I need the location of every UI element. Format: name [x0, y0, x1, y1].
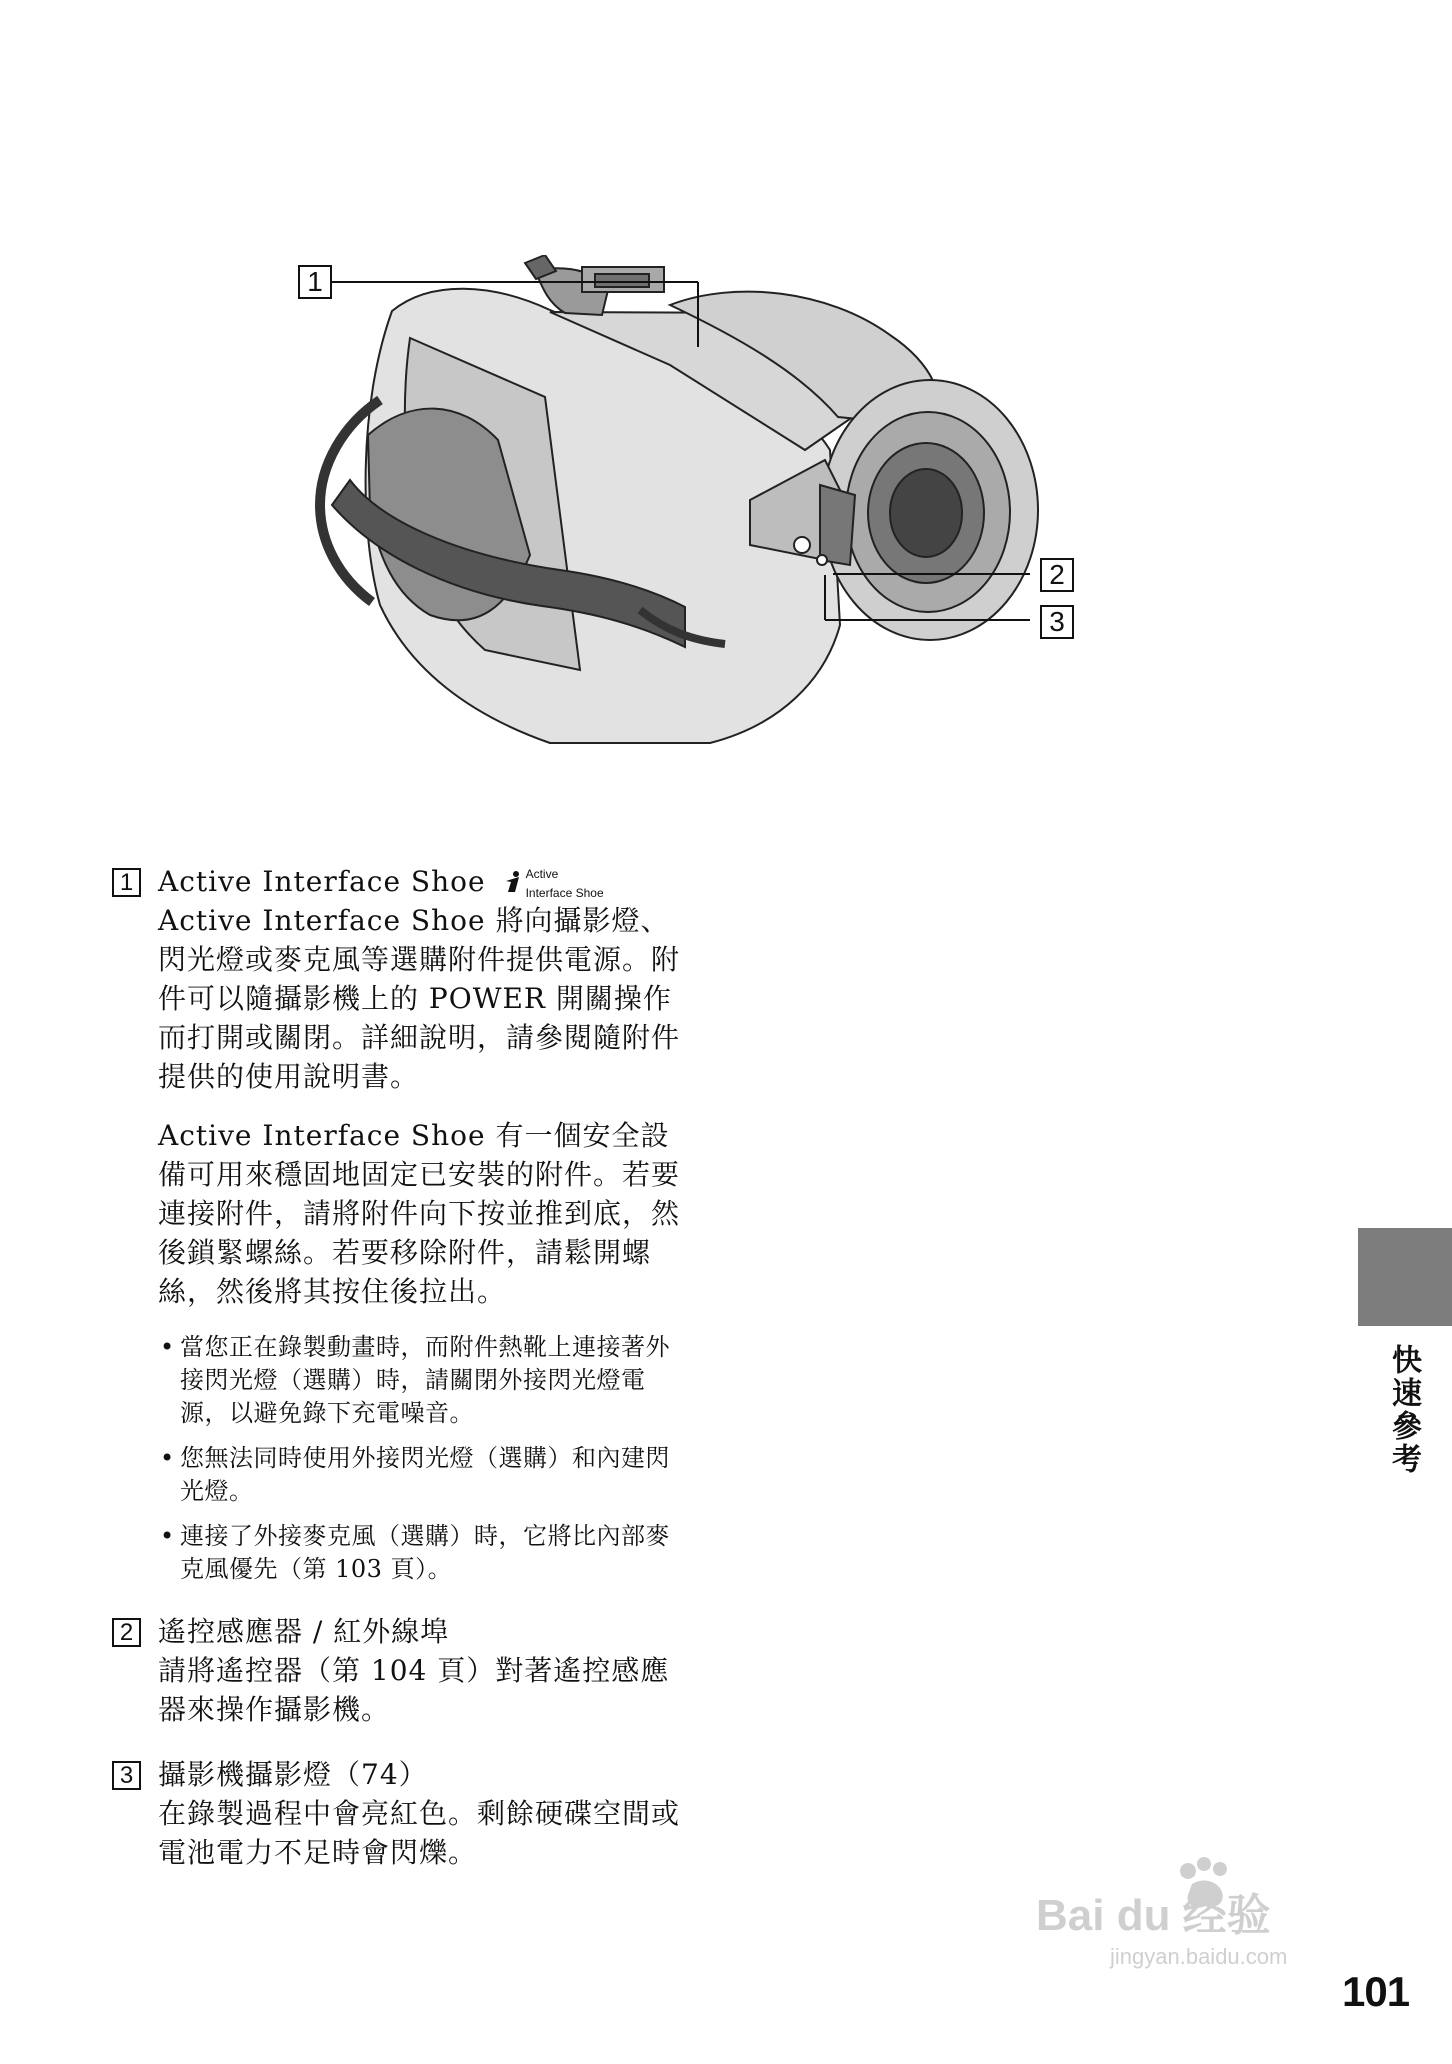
note-text: 當您正在錄製動畫時，而附件熱靴上連接著外接閃光燈（選購）時，請關閉外接閃光燈電源，以避免錄下充電噪音。	[180, 1333, 670, 1427]
note-text: 您無法同時使用外接閃光燈（選購）和內建閃光燈。	[180, 1444, 670, 1505]
note-item	[158, 1331, 687, 1430]
baidu-watermark	[1028, 1852, 1364, 1972]
camcorder-illustration	[280, 255, 1160, 775]
item-number: 3	[112, 1761, 141, 1790]
item-active-interface-shoe	[112, 862, 687, 1586]
logo-text-line2: Interface Shoe	[525, 885, 604, 900]
note-item	[158, 1520, 687, 1586]
note-item	[158, 1442, 687, 1508]
item-paragraph: Active Interface Shoe 有一個安全設備可用來穩固地固定已安裝的附件。若要連接附件，請將附件向下按並推到底，然後鎖緊螺絲。若要移除附件，請鬆開螺絲，然後將其按住後拉出。	[158, 1119, 681, 1308]
note-list	[158, 1331, 687, 1586]
item-number: 1	[112, 868, 141, 897]
logo-text-line1: Active	[525, 866, 559, 881]
item-heading-row	[158, 862, 687, 901]
item-title: 遙控感應器 / 紅外線埠	[158, 1615, 450, 1648]
item-paragraph: Active Interface Shoe 將向攝影燈、閃光燈或麥克風等選購附件提供電源。附件可以隨攝影機上的 POWER 開關操作而打開或關閉。詳細說明，請參閱隨附件提供的使用說明書。	[158, 904, 681, 1093]
callout-1: 1	[298, 265, 332, 299]
item-remote-sensor	[112, 1612, 687, 1729]
item-title: 攝影機攝影燈（74）	[158, 1758, 428, 1791]
section-label: 快速參考	[1386, 1344, 1421, 1476]
item-title: Active Interface Shoe	[158, 865, 486, 898]
section-tab	[1358, 1228, 1452, 1326]
watermark-title: Bai du 经验	[1036, 1891, 1271, 1940]
callout-3: 3	[1040, 605, 1074, 639]
instruction-list	[112, 862, 687, 1872]
interface-shoe-icon	[504, 871, 522, 893]
item-paragraph: 在錄製過程中會亮紅色。剩餘硬碟空間或電池電力不足時會閃爍。	[158, 1797, 681, 1869]
note-text: 連接了外接麥克風（選購）時，它將比內部麥克風優先（第 103 頁）。	[180, 1522, 670, 1583]
camcorder-drawing	[280, 255, 1160, 775]
item-recording-lamp	[112, 1755, 687, 1872]
page-number: 101	[1342, 1968, 1410, 2015]
watermark-url: jingyan.baidu.com	[1110, 1944, 1288, 1969]
item-paragraph: 請將遙控器（第 104 頁）對著遙控感應器來操作攝影機。	[158, 1654, 670, 1726]
callout-2: 2	[1040, 558, 1074, 592]
item-number: 2	[112, 1618, 141, 1647]
active-interface-shoe-logo	[504, 863, 604, 901]
